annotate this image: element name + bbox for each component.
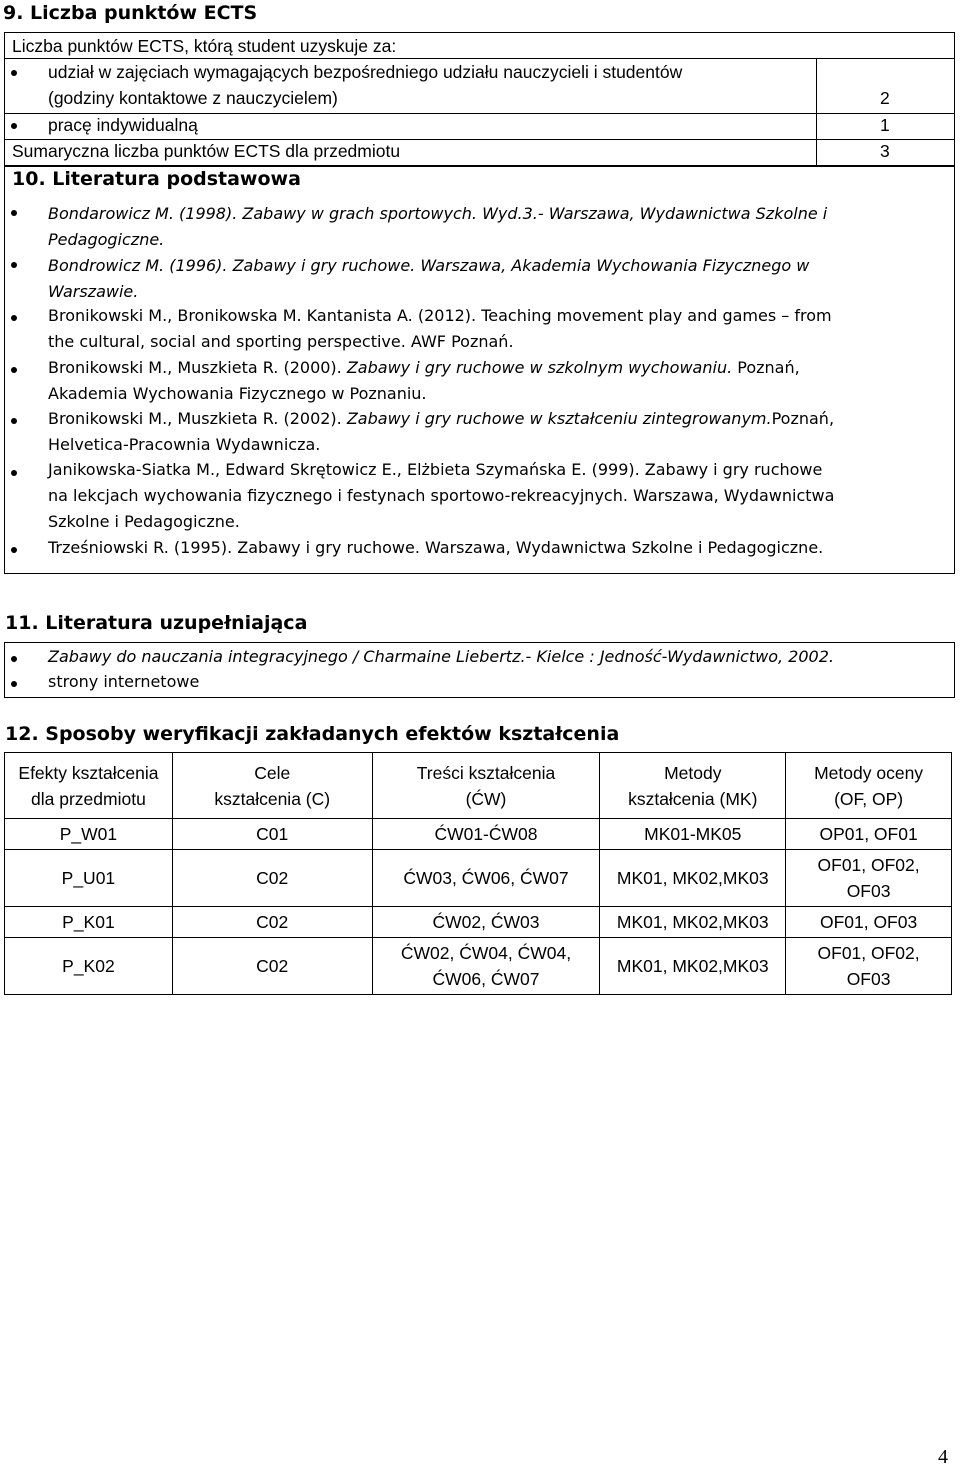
- bullet-icon: [11, 656, 17, 662]
- table-cell: ĆW01-ĆW08: [372, 819, 600, 850]
- section-9-heading: 9. Liczba punktów ECTS: [3, 2, 258, 24]
- table-row: [5, 819, 952, 850]
- table-cell: OP01, OF01: [786, 819, 952, 850]
- bullet-icon: [11, 547, 17, 553]
- ects-row2-value: 1: [880, 115, 890, 135]
- table-cell: OF01, OF03: [786, 907, 952, 938]
- ects-row1-label-line2: (godziny kontaktowe z nauczycielem): [48, 88, 338, 108]
- table-cell: C02: [172, 907, 372, 938]
- table-cell: MK01-MK05: [600, 819, 786, 850]
- table-cell: C02: [172, 938, 372, 995]
- table-cell: MK01, MK02,MK03: [600, 850, 786, 907]
- bullet-icon: [11, 681, 17, 687]
- table-cell: P_K01: [5, 907, 173, 938]
- ects-divider: [4, 139, 955, 140]
- ects-row1-label-line1: udział w zajęciach wymagających bezpośredniego udziału nauczycieli i studentów: [48, 62, 683, 82]
- reference-item: Trześniowski R. (1995). Zabawy i gry ruchowe. Warszawa, Wydawnictwa Szkolne i Pedagogiczne.: [48, 538, 824, 557]
- ects-divider: [4, 58, 955, 59]
- reference-item: Janikowska-Siatka M., Edward Skrętowicz E., Elżbieta Szymańska E. (999). Zabawy i gry ruchowe na lekcjach wychowania fizycznego i festynach sportowo-rekreacyjnych. Warszawa, Wydawnictwa Szkolne i Pedagogiczne.: [48, 460, 835, 531]
- ects-divider: [4, 113, 955, 114]
- verification-table: [4, 752, 952, 995]
- table-cell: ĆW02, ĆW03: [372, 907, 600, 938]
- table-header-cell: Efekty kształcenia dla przedmiotu: [5, 753, 173, 819]
- supplementary-item: strony internetowe: [48, 672, 200, 691]
- page-number: 4: [938, 1446, 948, 1468]
- reference-item: Bronikowski M., Muszkieta R. (2000). Zabawy i gry ruchowe w szkolnym wychowaniu. Poznań, Akademia Wychowania Fizycznego w Poznaniu.: [48, 358, 800, 403]
- table-cell: OF01, OF02, OF03: [786, 850, 952, 907]
- ects-row2-label: pracę indywidualną: [48, 115, 198, 135]
- bullet-icon: [11, 70, 17, 76]
- table-cell: P_K02: [5, 938, 173, 995]
- table-cell: P_U01: [5, 850, 173, 907]
- table-row: [5, 850, 952, 907]
- table-header-cell: Metody kształcenia (MK): [600, 753, 786, 819]
- table-cell: OF01, OF02, OF03: [786, 938, 952, 995]
- section-11-heading: 11. Literatura uzupełniająca: [5, 612, 308, 634]
- ects-col-divider: [816, 58, 817, 166]
- table-cell: ĆW03, ĆW06, ĆW07: [372, 850, 600, 907]
- table-header-row: [5, 753, 952, 819]
- table-row: [5, 907, 952, 938]
- section-10-heading: 10. Literatura podstawowa: [12, 168, 301, 190]
- table-cell: P_W01: [5, 819, 173, 850]
- table-cell: MK01, MK02,MK03: [600, 938, 786, 995]
- supplementary-item: Zabawy do nauczania integracyjnego / Charmaine Liebertz.- Kielce : Jedność-Wydawnictwo, 2002.: [48, 647, 834, 666]
- table-cell: C01: [172, 819, 372, 850]
- reference-item: Bondrowicz M. (1996). Zabawy i gry ruchowe. Warszawa, Akademia Wychowania Fizycznego w Warszawie.: [48, 256, 810, 301]
- table-header-cell: Metody oceny (OF, OP): [786, 753, 952, 819]
- table-header-cell: Cele kształcenia (C): [172, 753, 372, 819]
- table-cell: ĆW02, ĆW04, ĆW04, ĆW06, ĆW07: [372, 938, 600, 995]
- ects-sum-value: 3: [880, 141, 890, 161]
- ects-row1-value: 2: [880, 88, 890, 108]
- ects-intro: Liczba punktów ECTS, którą student uzyskuje za:: [12, 36, 397, 56]
- table-cell: C02: [172, 850, 372, 907]
- bullet-icon: [11, 262, 17, 268]
- reference-item: Bronikowski M., Muszkieta R. (2002). Zabawy i gry ruchowe w kształceniu zintegrowanym.Poznań, Helvetica-Pracownia Wydawnicza.: [48, 409, 835, 454]
- ects-sum-label: Sumaryczna liczba punktów ECTS dla przedmiotu: [12, 141, 401, 161]
- table-header-cell: Treści kształcenia (ĆW): [372, 753, 600, 819]
- table-row: [5, 938, 952, 995]
- bullet-icon: [11, 123, 17, 129]
- table-cell: MK01, MK02,MK03: [600, 907, 786, 938]
- section-12-heading: 12. Sposoby weryfikacji zakładanych efektów kształcenia: [5, 723, 620, 745]
- bullet-icon: [11, 470, 17, 476]
- bullet-icon: [11, 418, 17, 424]
- bullet-icon: [11, 367, 17, 373]
- bullet-icon: [11, 315, 17, 321]
- reference-item: Bondarowicz M. (1998). Zabawy w grach sportowych. Wyd.3.- Warszawa, Wydawnictwa Szkolne i Pedagogiczne.: [48, 204, 828, 249]
- bullet-icon: [11, 210, 17, 216]
- reference-item: Bronikowski M., Bronikowska M. Kantanista A. (2012). Teaching movement play and games – from the cultural, social and sporting perspective. AWF Poznań.: [48, 306, 832, 351]
